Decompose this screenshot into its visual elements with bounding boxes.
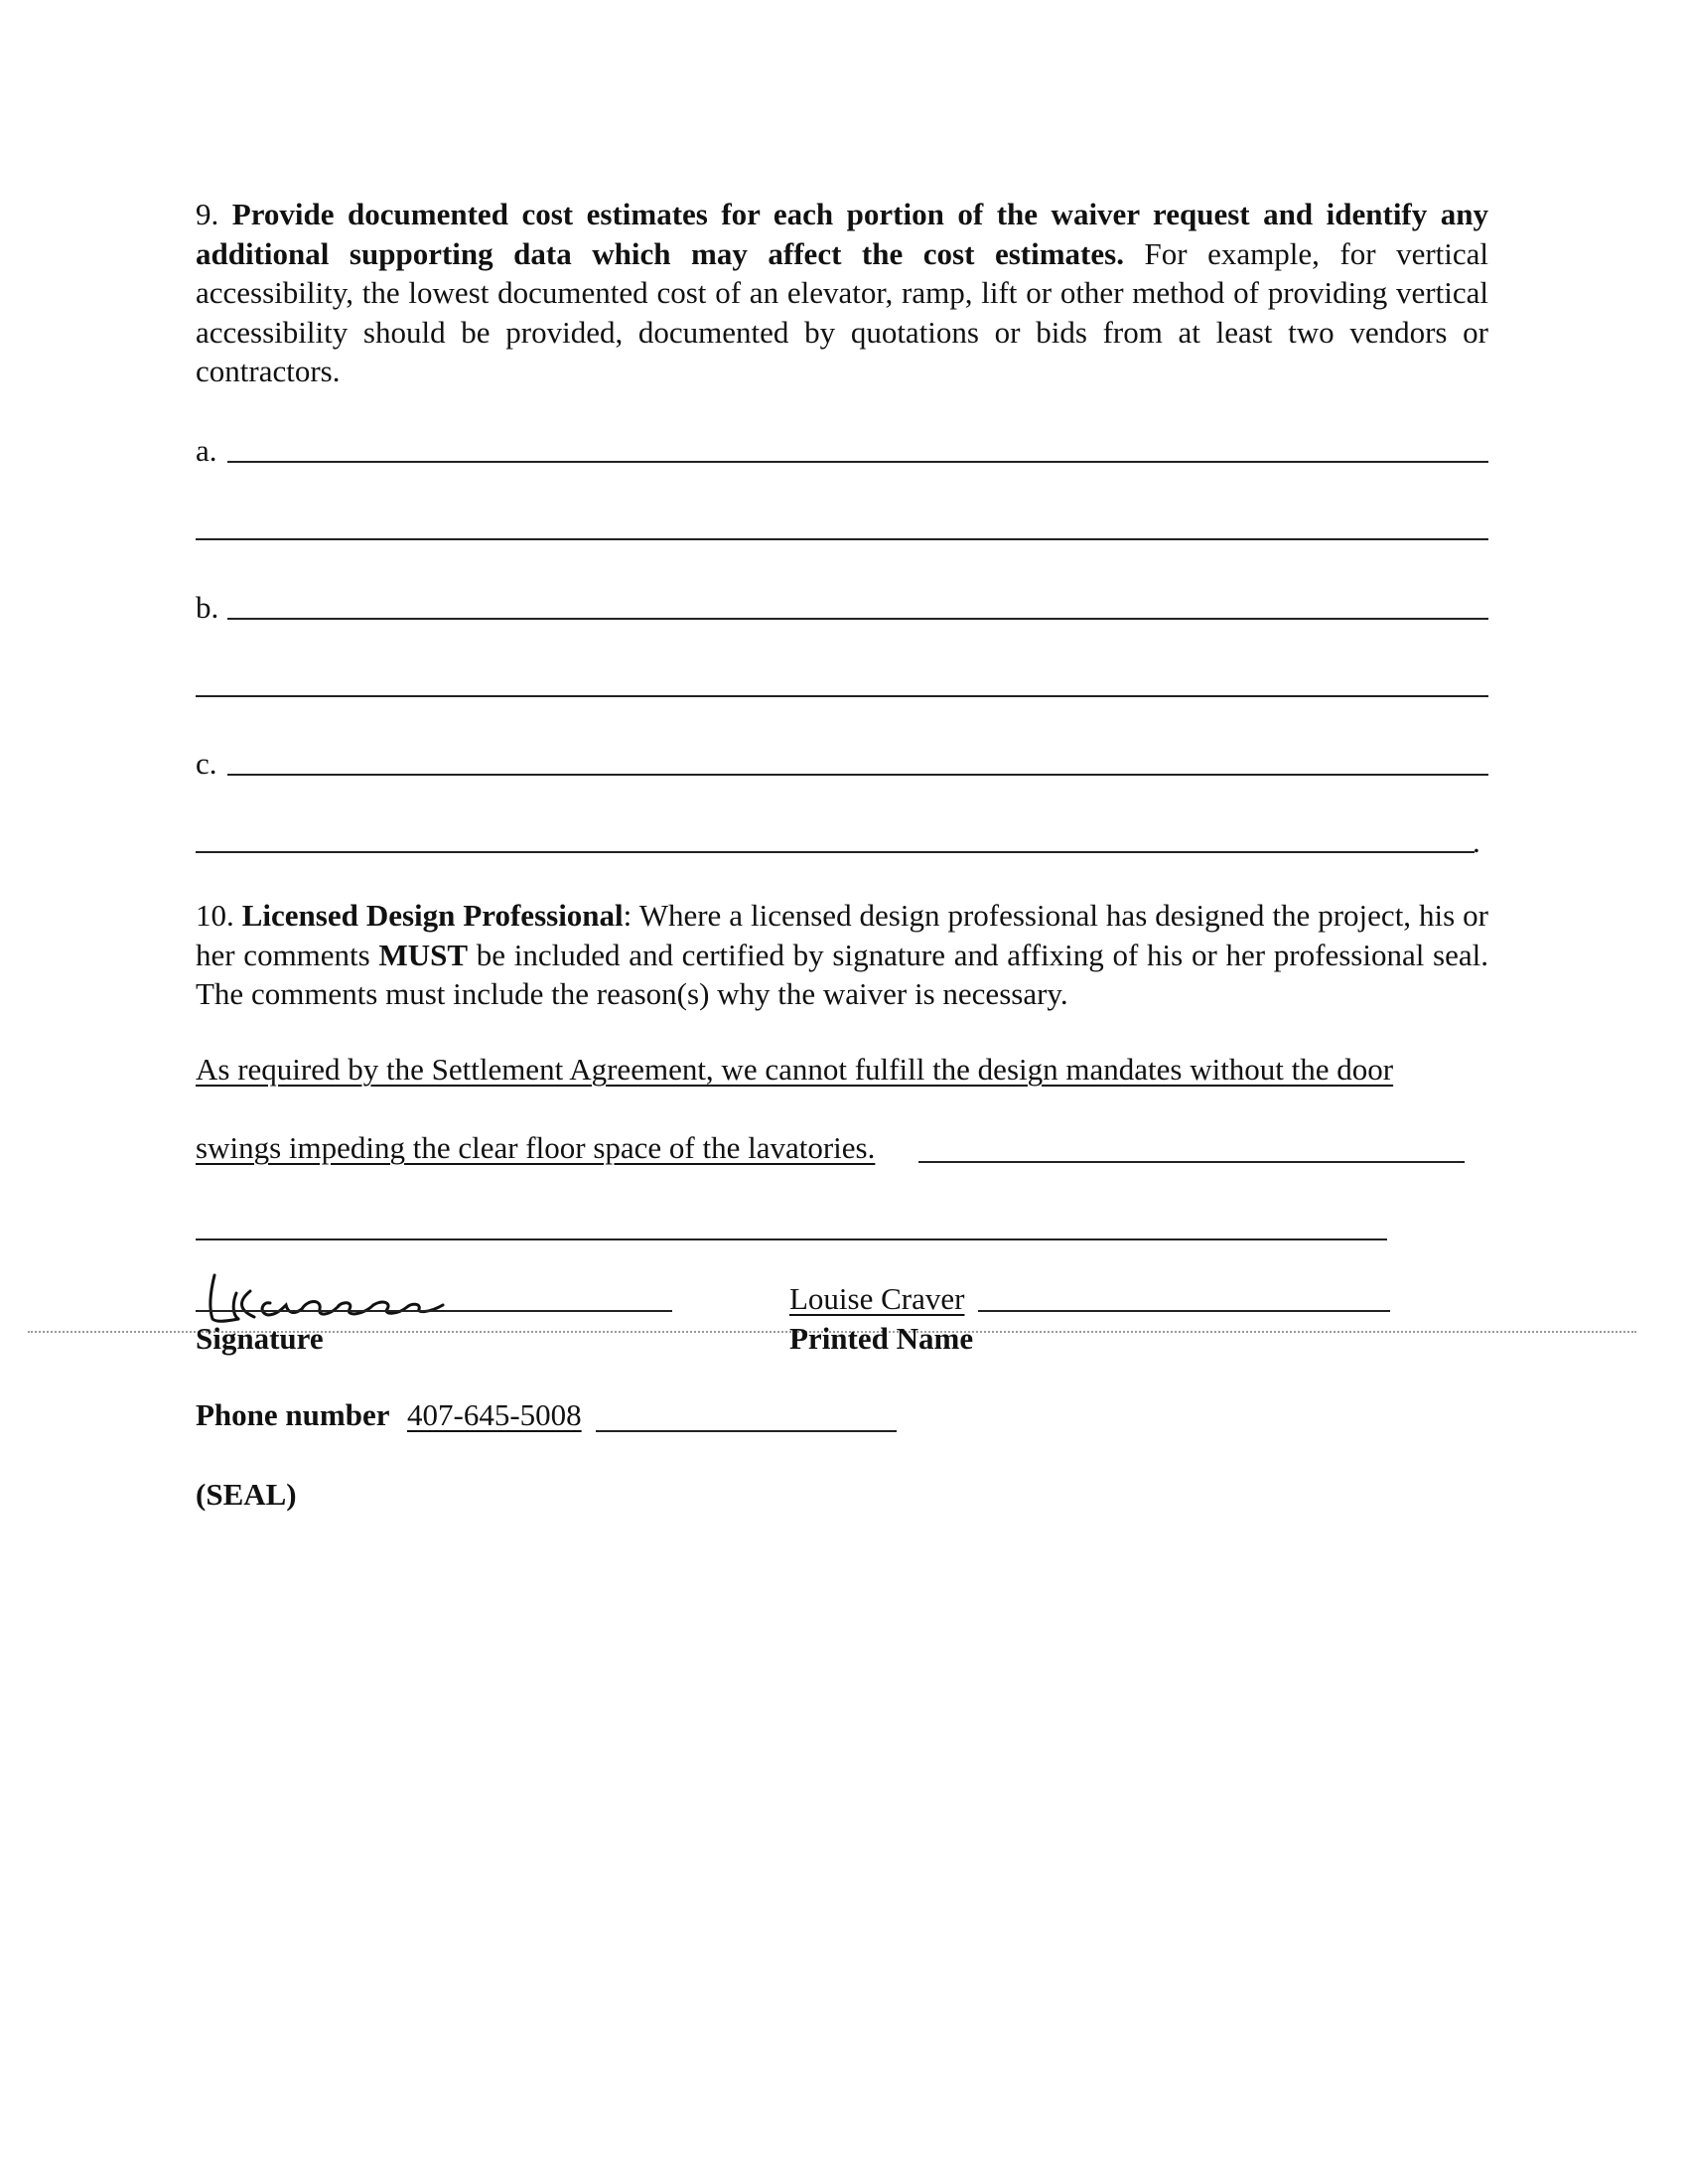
section-9-body: For example, for vertical accessibility, the lowest documented cost of an elevator, ramp, lift or other method of providing vertical accessibility should be provided, documented by quotations or bids from at least two vendors or contractors.	[196, 235, 1489, 388]
item-a-line-2[interactable]	[196, 538, 1488, 540]
item-c-line-2[interactable]	[196, 851, 1475, 853]
item-a-label: a.	[196, 433, 217, 468]
response-line-2	[196, 1128, 875, 1168]
signature-text: LKCraven	[199, 1269, 204, 1270]
section-10-text-1: : Where a licensed design professional has designed the project, his or her comments	[196, 898, 1488, 972]
phone-line[interactable]	[596, 1430, 897, 1432]
printed-name-label: Printed Name	[789, 1321, 974, 1356]
item-b-line-2[interactable]	[196, 695, 1488, 697]
signature-line[interactable]	[196, 1310, 672, 1312]
section-9-number: 9.	[196, 197, 219, 231]
response-line-1	[196, 1050, 1393, 1090]
item-a-line-1[interactable]	[227, 461, 1488, 463]
printed-name-line[interactable]	[978, 1310, 1390, 1312]
item-c-label: c.	[196, 746, 217, 781]
signature-label: Signature	[196, 1321, 324, 1356]
section-9-heading: Provide documented cost estimates for each portion of the waiver request and identify any additional supporting data which may affect the cost estimates.	[196, 197, 1489, 271]
section-10-text-2: be included and certified by signature and affixing of his or her professional seal. The comments must include the reason(s) why the waiver is necessary.	[196, 937, 1488, 1011]
phone-label: Phone number	[196, 1397, 390, 1432]
item-c-line-1[interactable]	[227, 774, 1488, 776]
item-b-label: b.	[196, 590, 219, 625]
item-c-end-mark: .	[1473, 824, 1480, 859]
section-9-paragraph	[196, 195, 1488, 391]
response-text-1: As required by the Settlement Agreement, we cannot fulfill the design mandates without the door	[196, 1052, 1394, 1087]
section-10-number: 10.	[196, 898, 234, 933]
response-line-2-fill[interactable]	[918, 1161, 1465, 1163]
section-10-must: MUST	[378, 937, 469, 972]
printed-name-value: Louise Craver	[789, 1281, 965, 1316]
response-text-2: swings impeding the clear floor space of the lavatories.	[196, 1130, 876, 1165]
response-line-3[interactable]	[196, 1238, 1387, 1240]
section-10-paragraph	[196, 896, 1488, 1014]
item-b-line-1[interactable]	[227, 618, 1488, 620]
phone-value: 407-645-5008	[407, 1397, 582, 1432]
seal-label: (SEAL)	[196, 1477, 297, 1512]
section-10-heading: Licensed Design Professional	[241, 898, 624, 933]
handwritten-signature	[199, 1269, 467, 1325]
